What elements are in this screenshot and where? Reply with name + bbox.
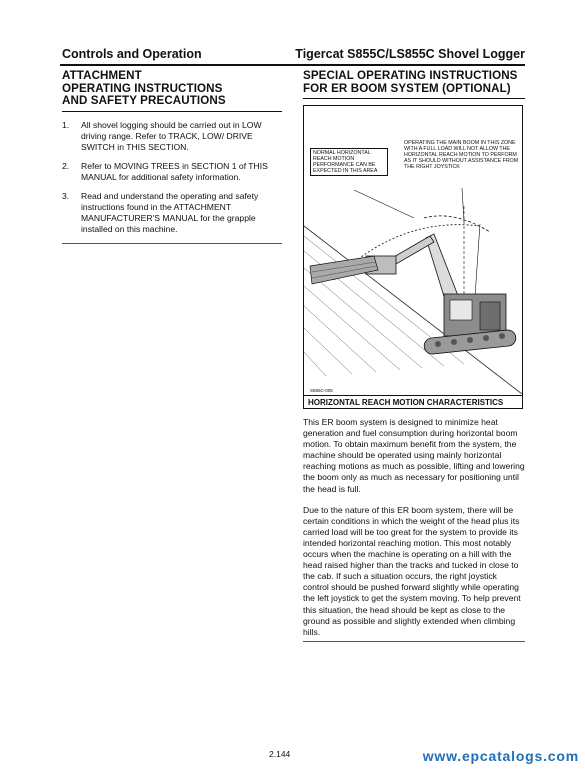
right-title-rule — [303, 98, 525, 99]
instruction-list — [62, 120, 282, 235]
header-manual-title: Tigercat S855C/LS855C Shovel Logger — [295, 47, 525, 61]
left-column — [62, 70, 282, 244]
paragraph-2: Due to the nature of this ER boom system, there will be certain conditions in which the weight of the head plus its carried load will be too great for the system to provide its intended horizontal reaching motion. This most notably occurs when the machine is operating on a hill with the head raised higher than the tracks and tucked in close to the cab. If such a situation occurs, the right joystick control should be pushed forward slightly while operating the left joystick to get the system moving. To help prevent this situation, the head should be kept as close to the ground as possible and slightly extended when climbing hills. — [303, 504, 521, 637]
left-title-line-3: AND SAFETY PRECAUTIONS — [62, 94, 226, 107]
right-section-title — [303, 70, 525, 95]
item-text: Refer to MOVING TREES in SECTION 1 of THIS MANUAL for additional safety information. — [81, 160, 268, 182]
list-item — [62, 120, 282, 153]
caption-rule — [304, 395, 522, 396]
list-item — [62, 161, 282, 183]
paragraph-1: This ER boom system is designed to minimize heat generation and fuel consumption during horizontal boom motion. To obtain maximum benefit from the system, the machine should be operated using mainly horizontal reaching motions as much as possible, lifting and lowering the boom only as much as necessary for positioning until the head is full. — [303, 417, 525, 494]
watermark: www.epcatalogs.com — [422, 748, 579, 764]
left-section-title — [62, 70, 282, 108]
normal-reach-callout: NORMAL HORIZONTAL REACH MOTION PERFORMANCE CAN BE EXPECTED IN THIS AREA — [310, 148, 388, 176]
high-zone-callout: OPERATING THE MAIN BOOM IN THIS ZONE WITH A FULL LOAD WILL NOT ALLOW THE HORIZONTAL REACH MOTION TO PERFORM AS IT SHOULD WITHOUT ASSISTANCE FROM THE RIGHT JOYSTICK — [404, 140, 519, 170]
upper-arc — [424, 216, 490, 232]
boom-figure — [303, 105, 523, 409]
right-title-line-2: FOR ER BOOM SYSTEM (OPTIONAL) — [303, 81, 511, 95]
figure-id: S855C-005 — [310, 388, 333, 393]
page-number: 2.144 — [269, 749, 291, 759]
list-item — [62, 191, 282, 235]
item-number: 1. — [62, 119, 70, 130]
stick-boom — [392, 236, 434, 264]
left-title-line-2: OPERATING INSTRUCTIONS — [62, 81, 223, 95]
left-column-end-rule — [62, 243, 282, 244]
left-callout-leader — [354, 190, 414, 218]
right-column-end-rule — [303, 641, 525, 642]
log-bundle — [310, 256, 378, 284]
figure-caption: HORIZONTAL REACH MOTION CHARACTERISTICS — [308, 398, 504, 407]
header-rule — [60, 64, 525, 66]
left-title-line-1: ATTACHMENT — [62, 69, 142, 82]
right-column — [303, 70, 525, 642]
header-section-title: Controls and Operation — [62, 47, 202, 61]
item-text: All shovel logging should be carried out in LOW driving range. Refer to TRACK, LOW/ DRIVE SWITCH in THIS SECTION. — [81, 119, 262, 152]
item-number: 2. — [62, 160, 70, 171]
item-text: Read and understand the operating and safety instructions found in the ATTACHMENT MANUFACTURER'S MANUAL for the grapple installed on this machine. — [81, 190, 259, 234]
right-title-line-1: SPECIAL OPERATING INSTRUCTIONS — [303, 69, 518, 82]
item-number: 3. — [62, 190, 70, 201]
cab-window — [450, 300, 472, 320]
engine-housing — [480, 302, 500, 330]
left-title-rule — [62, 111, 282, 112]
